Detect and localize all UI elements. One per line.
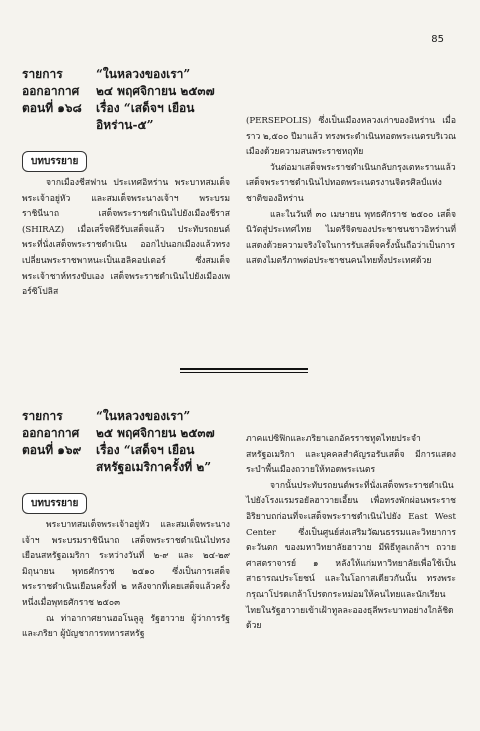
program-title: “ในหลวงของเรา” <box>96 67 191 81</box>
paragraph: จากเมืองชีสฟาน ประเทศอิหร่าน พระบาทสมเด็จพระเจ้าอยู่หัว และสมเด็จพระนางเจ้าฯ พระบรมราชินีนาถ เสด็จพระราชดำเนินไปยังเมืองชีราส (SHIRAZ) เมื่อเสร็จพิธีรับเสด็จแล้ว ประทับรถยนต์พระที่นั่งเสด็จพระราชดำเนิน ออกไปนอกเมืองแล้วทรงเปลี่ยนพระราชพาหนะเป็นเฮลิคอปเตอร์ ซึ่งสมเด็จพระเจ้าชาห์ทรงขับเอง เสด็จพระราชดำเนินไปยังเมืองเพอร์ซิโปลิส <box>22 178 230 298</box>
program-label: รายการ <box>22 67 63 81</box>
episode-header-169 <box>22 408 215 476</box>
air-date: ๒๔ พฤศจิกายน ๒๕๓๗ <box>96 84 215 98</box>
program-label: รายการ <box>22 409 63 423</box>
episode-title: เรื่อง “เสด็จฯ เยือน <box>96 443 195 457</box>
section1-left-column <box>22 176 230 301</box>
episode-title: เรื่อง “เสด็จฯ เยือน <box>96 101 195 115</box>
section-divider <box>180 368 308 370</box>
episode-header-168 <box>22 66 215 134</box>
episode-label: ตอนที่ ๑๖๙ <box>22 443 82 457</box>
air-label: ออกอากาศ <box>22 84 80 98</box>
page-number: 85 <box>431 34 444 45</box>
narration-tag-169: บทบรรยาย <box>22 493 87 514</box>
air-label: ออกอากาศ <box>22 426 80 440</box>
paragraph: จากนั้นประทับรถยนต์พระที่นั่งเสด็จพระราชดำเนินไปยังโรงแรมรอยัลฮาวายเอี้ยน เพื่อทรงพักผ่อนพระราชอิริยาบถก่อนที่จะเสด็จพระราชดำเนินไปยัง East West Center ซึ่งเป็นศูนย์ส่งเสริมวัฒนธรรมและวิทยาการตะวันตก ของมหาวิทยาลัยฮาวาย มีพิธีทูลเกล้าฯ ถวายศาสตราจารย์ ๑ หลังให้แก่มหาวิทยาลัยเพื่อใช้เป็นสาธารณประโยชน์ และในโอกาสเดียวกันนั้น ทรงพระกรุณาโปรดเกล้าโปรดกระหม่อมให้คนไทยและนักเรียนไทยในรัฐฮาวายเข้าเฝ้าทูลละอองธุลีพระบาทอย่างใกล้ชิดด้วย <box>246 480 456 632</box>
paragraph: พระบาทสมเด็จพระเจ้าอยู่หัว และสมเด็จพระนางเจ้าฯ พระบรมราชินีนาถ เสด็จพระราชดำเนินไปทรงเยือนสหรัฐอเมริกา ระหว่างวันที่ ๒-๙ และ ๒๔-๒๙ มิถุนายน พุทธศักราช ๒๕๑๐ ซึ่งเป็นการเสด็จพระราชดำเนินเยือนครั้งที่ ๒ หลังจากที่เคยเสด็จแล้วครั้งหนึ่งเมื่อพุทธศักราช ๒๕๐๓ <box>22 520 230 608</box>
program-title: “ในหลวงของเรา” <box>96 409 191 423</box>
section-divider-thin <box>180 372 308 373</box>
episode-title-cont: สหรัฐอเมริกาครั้งที่ ๒” <box>96 460 212 474</box>
paragraph: ภาคแปซิฟิกและภริยาเอกอัครราชทูตไทยประจำสหรัฐอเมริกา และบุคคลสำคัญรอรับเสด็จ มีการแสดงระบำพื้นเมืองถวายให้ทอดพระเนตร <box>246 434 456 476</box>
paragraph: (PERSEPOLIS) ซึ่งเป็นเมืองหลวงเก่าของอิหร่าน เมื่อราว ๒,๕๐๐ ปีมาแล้ว ทรงพระดำเนินทอดพระเนตรบริเวณเมืองด้วยความสนพระราชหฤทัย <box>246 116 457 158</box>
episode-title-cont: อิหร่าน-๕” <box>96 118 154 132</box>
paragraph: ณ ท่าอากาศยานฮอโนลูลู รัฐฮาวาย ผู้ว่าการรัฐและภริยา ผู้บัญชาการทหารสหรัฐ <box>22 613 230 640</box>
narration-tag-168: บทบรรยาย <box>22 151 87 172</box>
air-date: ๒๕ พฤศจิกายน ๒๕๓๗ <box>96 426 215 440</box>
paragraph: วันต่อมาเสด็จพระราชดำเนินกลับกรุงเตหะรานแล้วเสด็จพระราชดำเนินไปทอดพระเนตรงานจิตรศิลป์แห่งชาติของอิหร่าน <box>246 162 456 204</box>
section2-left-column <box>22 518 230 643</box>
episode-label: ตอนที่ ๑๖๘ <box>22 101 82 115</box>
paragraph: และในวันที่ ๓๐ เมษายน พุทธศักราช ๒๕๐๐ เสด็จนิวัตสู่ประเทศไทย ไมตรีจิตของประชาชนชาวอิหร่านที่แสดงด้วยความจริงใจในการรับเสด็จครั้งนั้นถือว่าเป็นการแสดงไมตรีภาพต่อประชาชนคนไทยทั้งประเทศด้วย <box>246 209 456 267</box>
section2-right-column <box>246 432 456 635</box>
section1-right-column <box>246 114 456 270</box>
